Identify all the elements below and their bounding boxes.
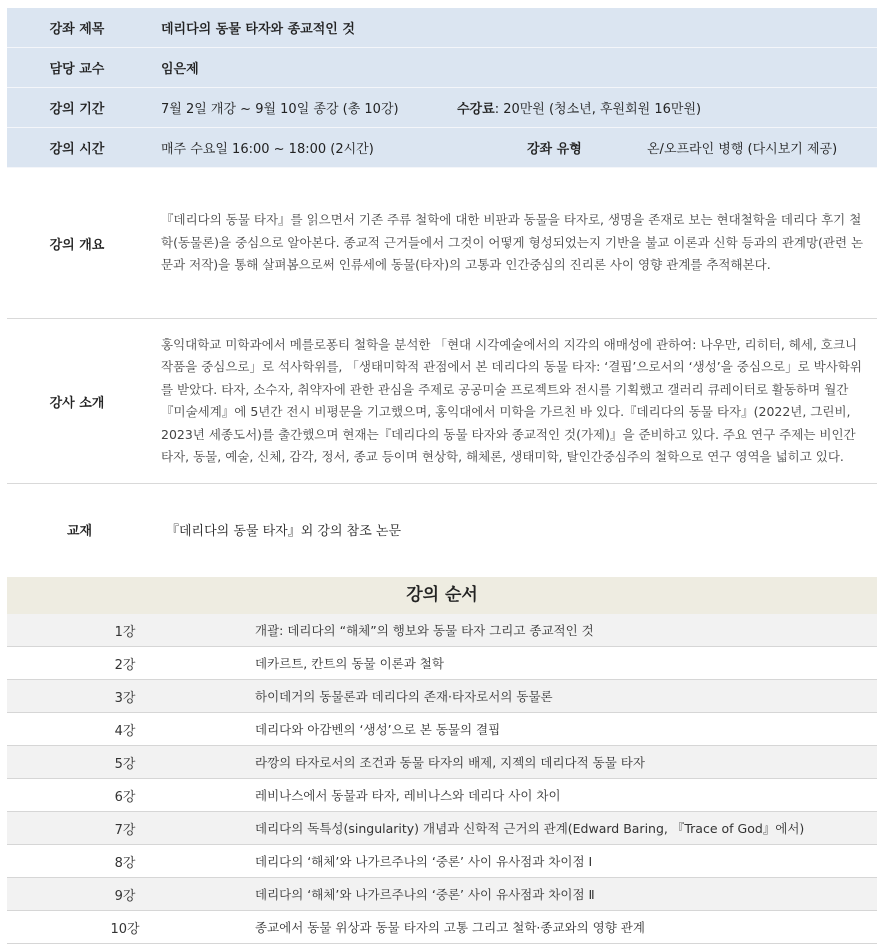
lecture-topic: 데리다와 아감벤의 ‘생성’으로 본 동물의 결핍 — [255, 722, 501, 737]
period-fee-value — [147, 98, 877, 117]
schedule-row — [7, 614, 877, 647]
professor-label: 담당 교수 — [49, 62, 105, 77]
lecture-topic: 종교에서 동물 위상과 동물 타자의 고통 그리고 철학·종교와의 영향 관계 — [255, 920, 645, 935]
lecture-number: 4강 — [114, 723, 136, 739]
overview-row — [7, 168, 877, 319]
course-title-value: 데리다의 동물 타자와 종교적인 것 — [161, 22, 355, 37]
time-label: 강의 시간 — [49, 142, 105, 157]
period-label: 강의 기간 — [49, 102, 105, 117]
schedule-row — [7, 911, 877, 944]
professor-row — [7, 48, 877, 88]
lecture-topic: 데리다의 ‘해체’와 나가르주나의 ‘중론’ 사이 유사점과 차이점 Ⅰ — [255, 854, 593, 869]
lecture-number: 1강 — [114, 624, 136, 640]
schedule-row — [7, 812, 877, 845]
type-value: 온/오프라인 병행 (다시보기 제공) — [647, 142, 838, 157]
schedule-row — [7, 647, 877, 680]
lecture-topic: 데카르트, 칸트의 동물 이론과 철학 — [255, 656, 444, 671]
schedule-row — [7, 779, 877, 812]
lecture-topic: 라깡의 타자로서의 조건과 동물 타자의 배제, 지젝의 데리다적 동물 타자 — [255, 755, 645, 770]
textbook-label: 교재 — [66, 523, 93, 539]
schedule-row — [7, 680, 877, 713]
overview-label: 강의 개요 — [49, 237, 105, 253]
schedule-title: 강의 순서 — [7, 577, 877, 614]
schedule-row — [7, 713, 877, 746]
lecture-number: 3강 — [114, 690, 136, 706]
instructor-label: 강사 소개 — [49, 395, 105, 411]
textbook-row — [7, 484, 877, 574]
course-title-label: 강좌 제목 — [49, 22, 105, 37]
course-info-table — [7, 8, 877, 574]
lecture-topic: 개괄: 데리다의 “해체”의 행보와 동물 타자 그리고 종교적인 것 — [255, 623, 594, 638]
time-type-value — [147, 138, 877, 157]
course-title-row — [7, 8, 877, 48]
lecture-number: 8강 — [114, 855, 136, 871]
period-value: 7월 2일 개강 ~ 9월 10일 종강 (총 10강) — [161, 102, 399, 117]
lecture-number: 6강 — [114, 789, 136, 805]
type-label: 강좌 유형 — [527, 142, 582, 157]
lecture-number: 2강 — [114, 657, 136, 673]
schedule-table — [7, 577, 877, 944]
textbook-value: 『데리다의 동물 타자』외 강의 참조 논문 — [166, 523, 402, 539]
lecture-number: 5강 — [114, 756, 136, 772]
lecture-topic: 데리다의 ‘해체’와 나가르주나의 ‘중론’ 사이 유사점과 차이점 Ⅱ — [255, 887, 595, 902]
instructor-row — [7, 319, 877, 484]
lecture-topic: 하이데거의 동물론과 데리다의 존재·타자로서의 동물론 — [255, 689, 553, 704]
period-row — [7, 88, 877, 128]
fee-label: 수강료 — [457, 102, 495, 117]
time-row — [7, 128, 877, 168]
time-value: 매주 수요일 16:00 ~ 18:00 (2시간) — [161, 142, 374, 157]
lecture-number: 10강 — [110, 921, 140, 937]
lecture-number: 7강 — [114, 822, 136, 838]
overview-text: 『데리다의 동물 타자』를 읽으면서 기존 주류 철학에 대한 비판과 동물을 타자로, 생명을 존재로 보는 현대철학을 데리다 후기 철학(동물론)을 중심으로 알아본다. 종교적 근거들에서 그것이 어떻게 형성되었는지 기반을 불교 이론과 신학 등과의 관계망(관련 논문과 저작)을 통해 살펴봄으로써 인류세에 동물(타자)의 고통과 인간중심의 진리론 사이 영향 관계를 추적해본다. — [161, 212, 864, 273]
schedule-row — [7, 845, 877, 878]
fee-value: : 20만원 (청소년, 후원회원 16만원) — [494, 102, 702, 117]
schedule-row — [7, 746, 877, 779]
lecture-topic: 데리다의 독특성(singularity) 개념과 신학적 근거의 관계(Edward Baring, 『Trace of God』에서) — [255, 821, 805, 836]
instructor-text: 홍익대학교 미학과에서 메를로퐁티 철학을 분석한 「현대 시각예술에서의 지각의 애매성에 관하여: 나우만, 리히터, 헤세, 호크니 작품을 중심으로」로 석사학위를, 「생태미학적 관점에서 본 데리다의 동물 타자: ‘결핍’으로서의 ‘생성’을 중심으로」로 박사학위를 받았다. 타자, 소수자, 취약자에 관한 관심을 주제로 공공미술 프로젝트와 전시를 기획했고 갤러리 큐레이터로 활동하며 월간『미술세계』에 5년간 전시 비평문을 기고했으며, 홍익대에서 미학을 가르친 바 있다.『데리다의 동물 타자』(2022년, 그린비, 2023년 세종도서)를 출간했으며 현재는『데리다의 동물 타자와 종교적인 것(가제)』을 준비하고 있다. 주요 연구 주제는 비인간 타자, 동물, 예술, 신체, 감각, 정서, 종교 등이며 현상학, 해체론, 생태미학, 탈인간중심주의 철학으로 연구 영역을 넓히고 있다. — [161, 336, 862, 464]
lecture-number: 9강 — [114, 888, 136, 904]
schedule-body — [7, 614, 877, 944]
schedule-row — [7, 878, 877, 911]
lecture-topic: 레비나스에서 동물과 타자, 레비나스와 데리다 사이 차이 — [255, 788, 561, 803]
professor-value: 임은제 — [161, 62, 199, 77]
